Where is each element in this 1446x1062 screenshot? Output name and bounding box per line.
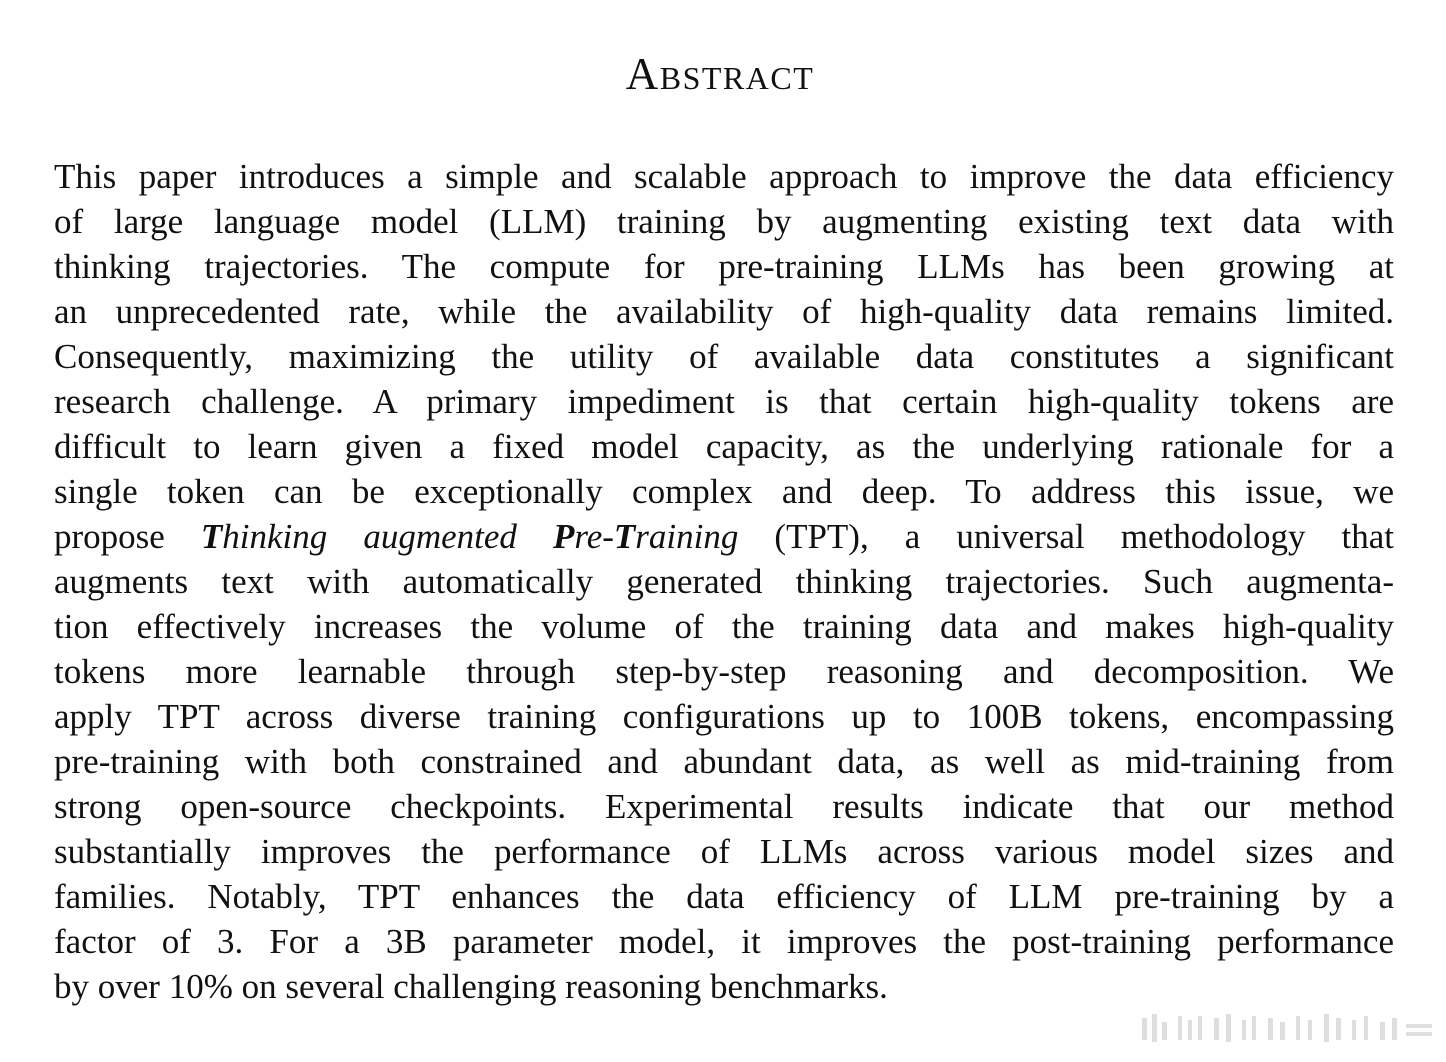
abstract-line: tion effectively increases the volume of the training data and makes high-quality xyxy=(54,607,1394,646)
abstract-heading: Abstract xyxy=(625,49,815,99)
abstract-body xyxy=(54,154,1394,1009)
method-word-thinking: hinking augmented xyxy=(222,517,553,556)
abstract-line: families. Notably, TPT enhances the data efficiency of LLM pre-training by a xyxy=(54,877,1394,916)
abstract-line: of large language model (LLM) training by augmenting existing text data with xyxy=(54,202,1394,241)
method-initial-t2: T xyxy=(613,517,636,556)
abstract-line: substantially improves the performance of LLMs across various model sizes and xyxy=(54,832,1394,871)
abstract-line-method-name xyxy=(54,514,1394,559)
method-word-training: raining xyxy=(635,517,739,556)
watermark-logo xyxy=(1138,1008,1438,1048)
abstract-line: factor of 3. For a 3B parameter model, it improves the post-training performance xyxy=(54,922,1394,961)
abstract-line: strong open-source checkpoints. Experimental results indicate that our method xyxy=(54,787,1394,826)
abstract-line: pre-training with both constrained and abundant data, as well as mid-training from xyxy=(54,742,1394,781)
abstract-line: augments text with automatically generated thinking trajectories. Such augmenta- xyxy=(54,562,1394,601)
abstract-line: apply TPT across diverse training configurations up to 100B tokens, encompassing xyxy=(54,697,1394,736)
method-word-pre: re- xyxy=(574,517,614,556)
method-initial-p: P xyxy=(552,517,575,556)
method-name xyxy=(201,517,738,556)
propose-text: propose xyxy=(54,517,201,556)
abstract-line: difficult to learn given a fixed model capacity, as the underlying rationale for a xyxy=(54,427,1394,466)
abstract-line: by over 10% on several challenging reasoning benchmarks. xyxy=(54,967,888,1006)
abstract-line: This paper introduces a simple and scalable approach to improve the data efficiency xyxy=(54,157,1394,196)
abstract-line: thinking trajectories. The compute for pre-training LLMs has been growing at xyxy=(54,247,1394,286)
abstract-line: tokens more learnable through step-by-step reasoning and decomposition. We xyxy=(54,652,1394,691)
method-initial-t: T xyxy=(200,517,223,556)
abstract-line: single token can be exceptionally complex and deep. To address this issue, we xyxy=(54,472,1394,511)
method-tail-text: (TPT), a universal methodology that xyxy=(738,517,1395,556)
abstract-line: an unprecedented rate, while the availability of high-quality data remains limited. xyxy=(54,292,1394,331)
abstract-line: Consequently, maximizing the utility of available data constitutes a significant xyxy=(54,337,1394,376)
abstract-line: research challenge. A primary impediment is that certain high-quality tokens are xyxy=(54,382,1394,421)
